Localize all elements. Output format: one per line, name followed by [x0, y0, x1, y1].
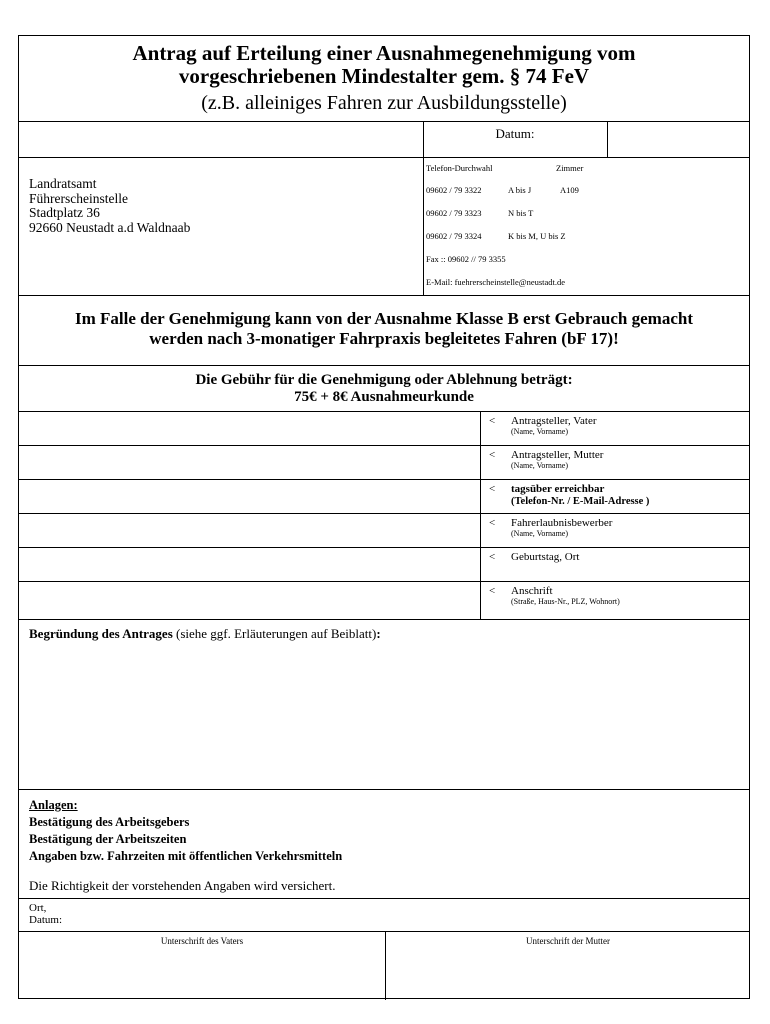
divider — [480, 412, 481, 445]
field-hint: (Telefon-Nr. / E-Mail-Adresse ) — [511, 496, 650, 507]
fax-number: Fax :: 09602 // 79 3355 — [426, 254, 506, 264]
field-label-text: Antragsteller, Mutter — [511, 449, 604, 461]
field-row-address — [19, 582, 749, 620]
arrow-left-icon: < — [489, 551, 496, 563]
title-line-2: vorgeschriebenen Mindestalter gem. § 74 FeV — [178, 64, 590, 88]
field-label — [511, 551, 579, 563]
attachment-item: Angaben bzw. Fahrzeiten mit öffentlichen Verkehrsmitteln — [29, 849, 343, 863]
field-row-contact — [19, 480, 749, 514]
authority-address — [29, 177, 190, 235]
form-title — [19, 42, 749, 88]
place-date-row[interactable] — [19, 899, 749, 932]
form-header — [19, 36, 749, 122]
field-label-text: tagsüber erreichbar — [511, 483, 605, 495]
date-label: Datum: — [495, 126, 535, 141]
attachment-item: Bestätigung der Arbeitszeiten — [29, 832, 187, 846]
date-label-bottom: Datum: — [29, 914, 62, 926]
reason-label — [29, 626, 381, 642]
place-date-label — [29, 902, 62, 926]
applicant-name-input[interactable] — [19, 514, 479, 547]
father-signature-label: Unterschrift des Vaters — [160, 936, 244, 946]
father-signature-field[interactable] — [19, 950, 384, 1000]
divider — [480, 446, 481, 479]
field-hint: (Name, Vorname) — [511, 427, 569, 436]
divider — [480, 514, 481, 547]
phone-number: 09602 / 79 3322 — [426, 185, 482, 195]
declaration-text: Die Richtigkeit der vorstehenden Angaben wird versichert. — [29, 878, 336, 893]
divider — [480, 582, 481, 619]
date-row — [19, 122, 749, 158]
phone-range: N bis T — [508, 208, 534, 218]
attachments-box — [19, 790, 749, 899]
field-hint: (Straße, Haus-Nr., PLZ, Wohnort) — [511, 597, 620, 606]
reason-label-colon: : — [376, 626, 381, 641]
email-address: E-Mail: fuehrerscheinstelle@neustadt.de — [426, 277, 566, 287]
field-label-text: Fahrerlaubnisbewerber — [511, 517, 613, 529]
field-row-applicant — [19, 514, 749, 548]
mother-name-input[interactable] — [19, 446, 479, 479]
notice-line-2: werden nach 3-monatiger Fahrpraxis begleitetes Fahren (bF 17)! — [149, 329, 619, 348]
attachment-item: Bestätigung des Arbeitsgebers — [29, 815, 190, 829]
divider — [423, 158, 424, 295]
birth-date-place-input[interactable] — [19, 548, 479, 581]
address-line: 92660 Neustadt a.d Waldnaab — [29, 219, 191, 235]
phone-header: Telefon-Durchwahl — [426, 163, 493, 173]
address-line: Stadtplatz 36 — [29, 205, 100, 220]
mother-signature-field[interactable] — [386, 950, 749, 1000]
title-line-1: Antrag auf Erteilung einer Ausnahmegenehmigung vom — [132, 41, 636, 65]
divider — [480, 480, 481, 513]
signature-row — [19, 932, 749, 1000]
fee-line-1: Die Gebühr für die Genehmigung oder Ablehnung beträgt: — [195, 372, 573, 388]
divider — [480, 548, 481, 581]
phone-range: A bis J — [508, 185, 532, 195]
arrow-left-icon: < — [489, 585, 496, 597]
field-row-mother — [19, 446, 749, 480]
reason-box[interactable] — [19, 620, 749, 790]
field-label — [511, 483, 649, 508]
field-label — [511, 415, 597, 437]
home-address-input[interactable] — [19, 582, 479, 619]
mother-signature-label: Unterschrift der Mutter — [526, 936, 610, 946]
form-subtitle: (z.B. alleiniges Fahren zur Ausbildungsstelle) — [201, 92, 567, 114]
address-block — [19, 158, 749, 296]
field-label — [511, 517, 612, 539]
arrow-left-icon: < — [489, 483, 496, 495]
notice-line-1: Im Falle der Genehmigung kann von der Ausnahme Klasse B erst Gebrauch gemacht — [74, 309, 693, 328]
field-label-text: Geburtstag, Ort — [511, 551, 580, 563]
phone-number: 09602 / 79 3324 — [426, 231, 482, 241]
phone-range: K bis M, U bis Z — [508, 231, 566, 241]
field-row-birth — [19, 548, 749, 582]
arrow-left-icon: < — [489, 415, 496, 427]
field-label-text: Anschrift — [511, 585, 553, 597]
field-row-father — [19, 412, 749, 446]
reason-label-bold: Begründung des Antrages — [29, 626, 173, 641]
field-label — [511, 585, 620, 607]
fee-box — [19, 366, 749, 412]
notice-box — [19, 296, 749, 366]
place-label: Ort, — [29, 902, 47, 914]
date-field[interactable] — [608, 122, 749, 157]
arrow-left-icon: < — [489, 517, 496, 529]
address-line: Landratsamt — [29, 176, 97, 191]
phone-number: 09602 / 79 3323 — [426, 208, 482, 218]
room-header: Zimmer — [556, 163, 584, 173]
attachments-list — [29, 797, 342, 865]
daytime-contact-input[interactable] — [19, 480, 479, 513]
field-hint: (Name, Vorname) — [511, 529, 569, 538]
room-number: A109 — [560, 185, 579, 195]
field-label-text: Antragsteller, Vater — [511, 415, 597, 427]
father-name-input[interactable] — [19, 412, 479, 445]
field-hint: (Name, Vorname) — [511, 461, 569, 470]
attachments-heading: Anlagen: — [29, 798, 78, 812]
fee-line-2: 75€ + 8€ Ausnahmeurkunde — [294, 389, 474, 405]
arrow-left-icon: < — [489, 449, 496, 461]
application-form — [18, 35, 750, 999]
reason-label-hint: (siehe ggf. Erläuterungen auf Beiblatt) — [172, 626, 377, 641]
field-label — [511, 449, 603, 471]
address-line: Führerscheinstelle — [29, 190, 128, 206]
